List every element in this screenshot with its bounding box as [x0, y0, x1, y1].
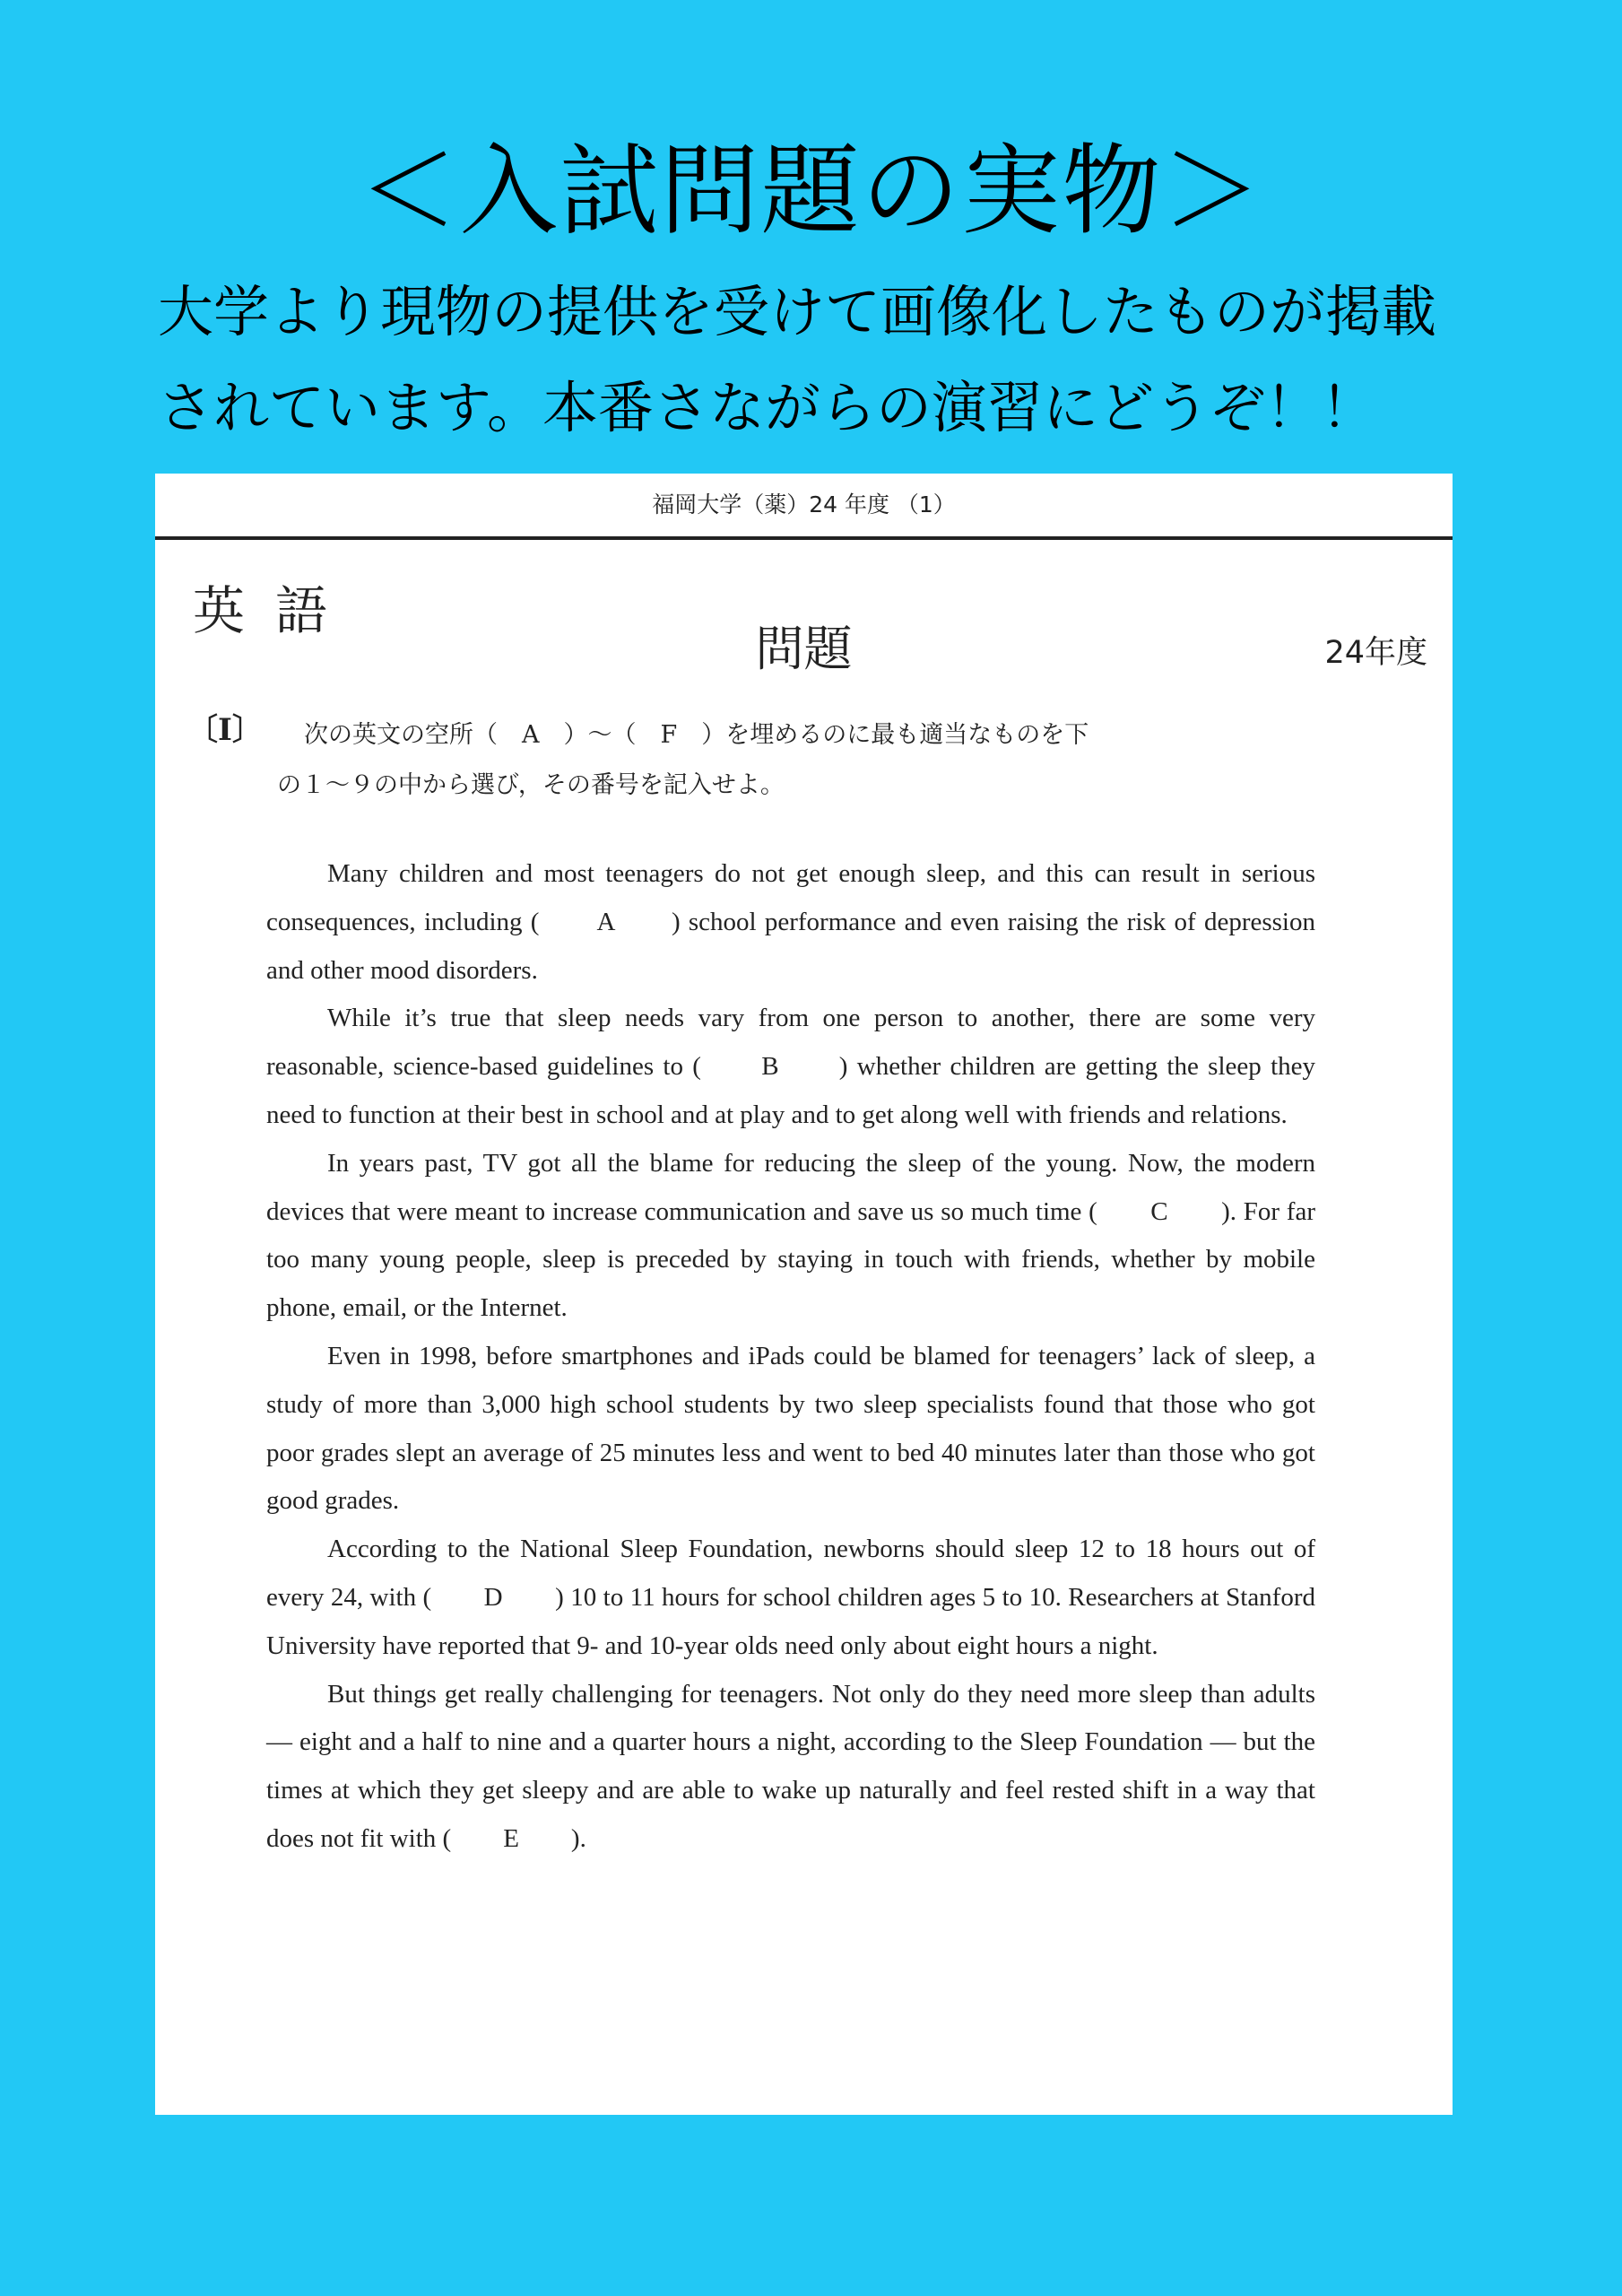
instruction-line-1: 次の英文の空所（ A ）〜（ F ）を埋めるのに最も適当なものを下: [304, 721, 1089, 749]
question-marker: 〔Ⅰ〕: [187, 712, 263, 748]
passage-paragraph: In years past, TV got all the blame for reducing the sleep of the young. Now, the modern devices that were meant to increase communication and save us so much time ( C ). For far too many young people, sleep is preceded by staying in touch with friends, whether by mobile phone, email, or the Internet.: [266, 1148, 1315, 1323]
header-divider: [155, 536, 1453, 540]
banner-subtitle-line-1: 大学より現物の提供を受けて画像化したものが掲載: [158, 279, 1437, 344]
passage-paragraph: But things get really challenging for teenagers. Not only do they need more sleep than adults — eight and a half to nine and a quarter hours a night, according to the Sleep Foundation — but the times at which they get sleepy and are able to wake up naturally and feel rested shift in a way that does not fit with ( E ).: [266, 1679, 1315, 1853]
year-label: 24年度: [1324, 635, 1427, 671]
reading-passage: [266, 850, 1315, 1864]
section-heading: 問題: [755, 621, 853, 677]
passage-paragraph: Even in 1998, before smartphones and iPads could be blamed for teenagers’ lack of sleep, a study of more than 3,000 high school students by two sleep specialists found that those who got poor grades slept an average of 25 minutes less and went to bed 40 minutes later than those who got good grades.: [266, 1341, 1315, 1516]
exam-page: [155, 474, 1453, 2115]
running-head: 福岡大学（薬）24 年度 （1）: [652, 491, 956, 517]
passage-paragraph: Many children and most teenagers do not get enough sleep, and this can result in serious consequences, including ( A ) school performance and even raising the risk of depression and other mood disorders.: [266, 859, 1315, 985]
banner-title: ＜入試問題の実物＞: [359, 134, 1263, 248]
question-instruction: [277, 710, 1335, 811]
banner-subtitle-line-2: されています。本番さながらの演習にどうぞ！！: [158, 375, 1377, 440]
passage-paragraph: While it’s true that sleep needs vary from one person to another, there are some very reasonable, science-based guidelines to ( B ) whether children are getting the sleep they need to function at their best in school and at play and to get along well with friends and relations.: [266, 1004, 1315, 1129]
passage-paragraph: According to the National Sleep Foundation, newborns should sleep 12 to 18 hours out of every 24, with ( D ) 10 to 11 hours for school children ages 5 to 10. Researchers at Stanford University have reported that 9- and 10-year olds need only about eight hours a night.: [266, 1535, 1315, 1660]
instruction-line-2: の１〜９の中から選び，その番号を記入せよ。: [277, 771, 785, 799]
subject-title: 英語: [193, 580, 359, 641]
